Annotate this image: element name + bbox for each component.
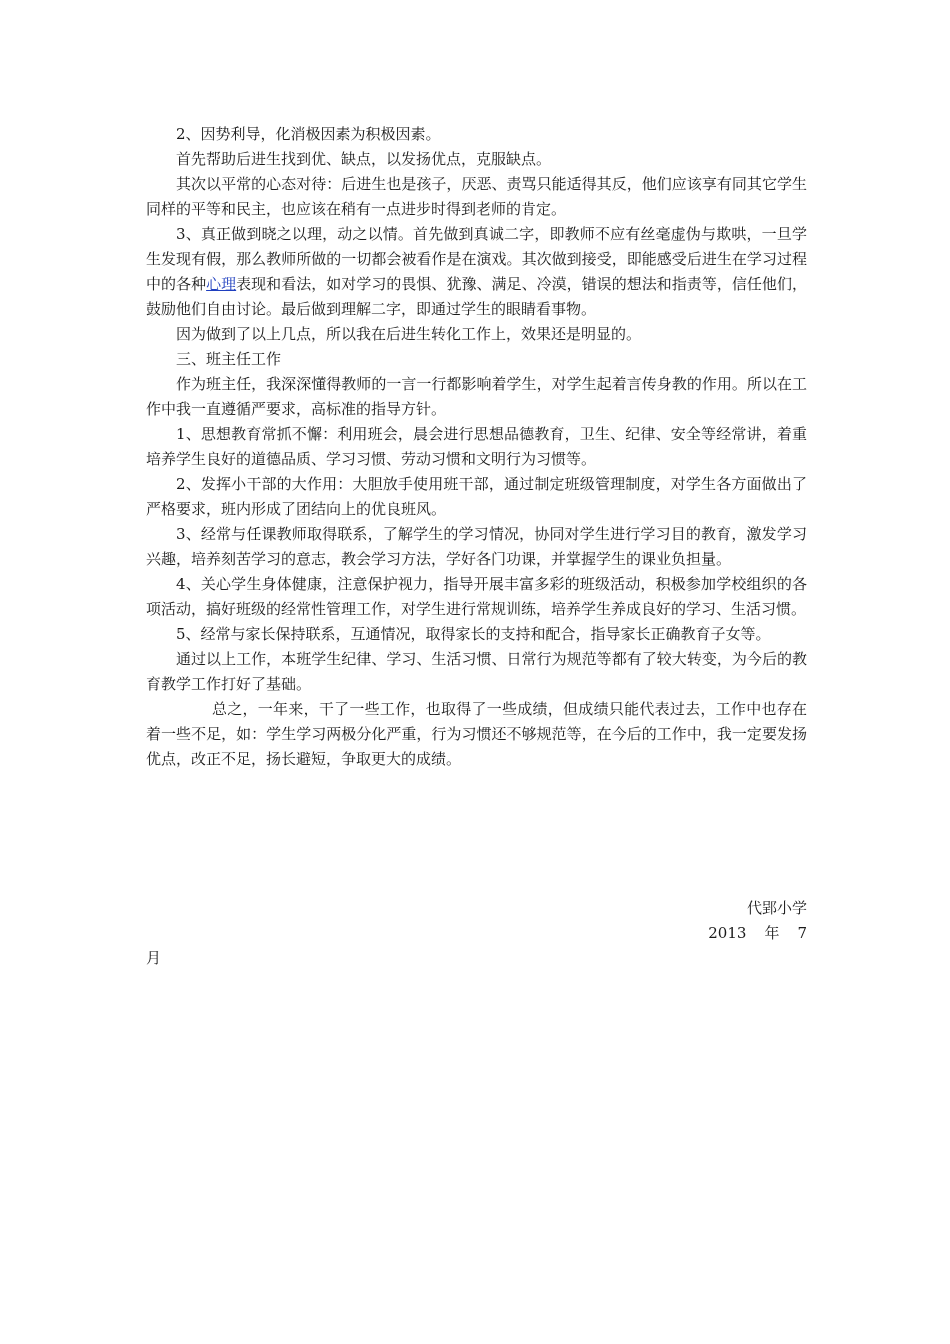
date-month: 7 [797,924,807,942]
psychology-link[interactable]: 心理 [206,275,237,293]
signature-block [146,896,807,971]
paragraph-3-reason-emotion [146,222,807,322]
school-name: 代郢小学 [746,899,807,917]
paragraph-item-1: 1、思想教育常抓不懈：利用班会，晨会进行思想品德教育，卫生、纪律、安全等经常讲，着重培养学生良好的道德品质、学习习惯、劳动习惯和文明行为习惯等。 [146,425,807,468]
paragraph-2-guidance: 2、因势利导，化消极因素为积极因素。 [176,125,441,143]
paragraph-item-4: 4、关心学生身体健康，注意保护视力，指导开展丰富多彩的班级活动，积极参加学校组织的各项活动，搞好班级的经常性管理工作，对学生进行常规训练，培养学生养成良好的学习、生活习惯。 [146,575,807,618]
date-year-unit: 年 [764,924,780,942]
paragraph-class-teacher-intro: 作为班主任，我深深懂得教师的一言一行都影响着学生，对学生起着言传身教的作用。所以在工作中我一直遵循严要求，高标准的指导方针。 [146,375,807,418]
paragraph-item-3: 3、经常与任课教师取得联系，了解学生的学习情况，协同对学生进行学习目的教育，激发学习兴趣，培养刻苦学习的意志，教会学习方法，学好各门功课，并掌握学生的课业负担量。 [146,525,807,568]
paragraph-3-after-link: 表现和看法，如对学习的畏惧、犹豫、满足、冷漠，错误的想法和指责等，信任他们，鼓励他们自由讨论。最后做到理解二字，即通过学生的眼睛看事物。 [146,275,807,318]
date-month-unit: 月 [146,949,162,967]
paragraph-result: 因为做到了以上几点，所以我在后进生转化工作上，效果还是明显的。 [176,325,642,343]
paragraph-outcome: 通过以上工作，本班学生纪律、学习、生活习惯、日常行为规范等都有了较大转变，为今后的教育教学工作打好了基础。 [146,650,807,693]
document-body [146,122,807,772]
signature-date [146,921,807,946]
paragraph-strengths: 首先帮助后进生找到优、缺点，以发扬优点，克服缺点。 [176,150,552,168]
date-year: 2013 [708,924,747,942]
paragraph-conclusion: 总之，一年来，干了一些工作，也取得了一些成绩，但成绩只能代表过去，工作中也存在着一些不足，如：学生学习两极分化严重，行为习惯还不够规范等，在今后的工作中，我一定要发扬优点，改正不足，扬长避短，争取更大的成绩。 [146,700,807,768]
paragraph-item-5: 5、经常与家长保持联系，互通情况，取得家长的支持和配合，指导家长正确教育子女等。 [176,625,771,643]
paragraph-attitude: 其次以平常的心态对待：后进生也是孩子，厌恶、责骂只能适得其反，他们应该享有同其它学生同样的平等和民主，也应该在稍有一点进步时得到老师的肯定。 [146,175,807,218]
paragraph-3-before-link: 3、真正做到晓之以理，动之以情。首先做到真诚二字，即教师不应有丝毫虚伪与欺哄，一旦学生发现有假，那么教师所做的一切都会被看作是在演戏。其次做到接受，即能感受后进生在学习过程中的各种 [146,225,807,293]
section-heading-class-teacher: 三、班主任工作 [176,350,282,368]
paragraph-item-2: 2、发挥小干部的大作用：大胆放手使用班干部，通过制定班级管理制度，对学生各方面做出了严格要求，班内形成了团结向上的优良班风。 [146,475,807,518]
